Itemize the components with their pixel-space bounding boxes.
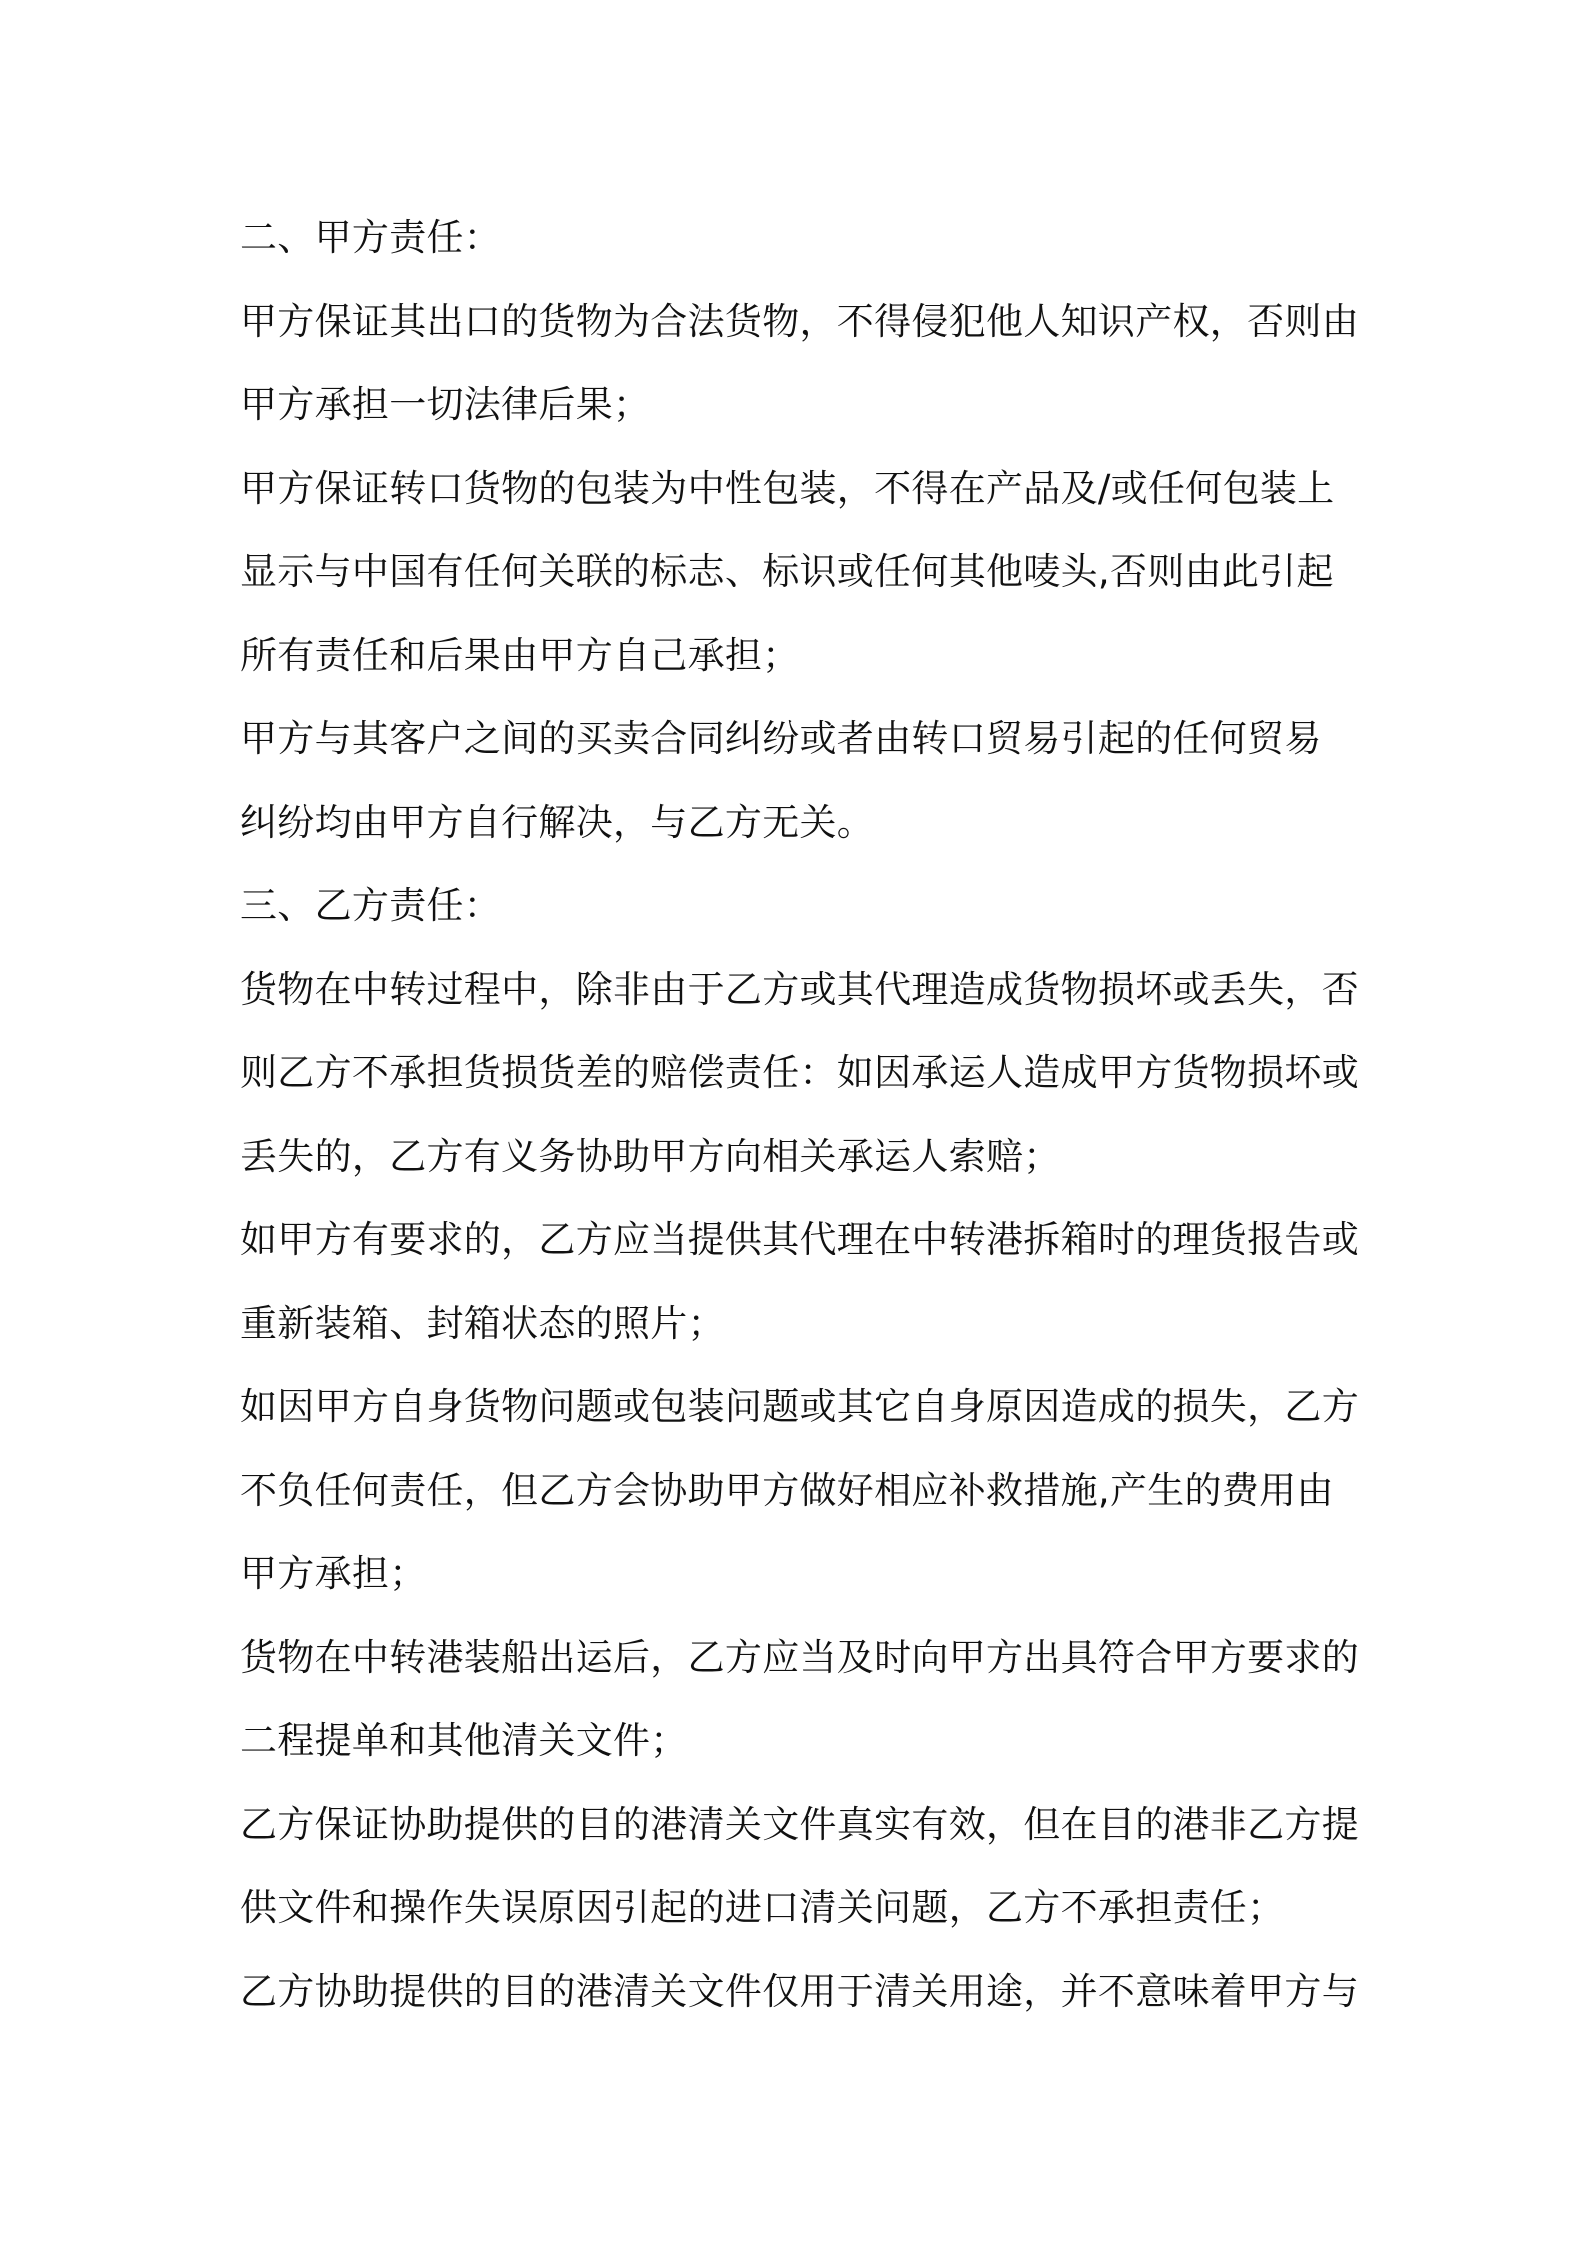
text-line: 纠纷均由甲方自行解决，与乙方无关。 [240, 800, 875, 844]
text-line: 货物在中转港装船出运后，乙方应当及时向甲方出具符合甲方要求的 [240, 1635, 1359, 1679]
text-line: 如因甲方自身货物问题或包装问题或其它自身原因造成的损失，乙方 [240, 1385, 1359, 1428]
text-line: 如甲方有要求的，乙方应当提供其代理在中转港拆箱时的理货报告或 [240, 1218, 1359, 1261]
section-heading-party-a: 二、甲方责任： [240, 216, 502, 259]
text-line: 所有责任和后果由甲方自己承担； [240, 633, 800, 677]
text-line: 丢失的，乙方有义务协助甲方向相关承运人索赔； [240, 1134, 1061, 1178]
text-line: 甲方承担一切法律后果； [240, 383, 651, 426]
text-line: 显示与中国有任何关联的标志、标识或任何其他唛头,否则由此引起 [240, 550, 1334, 593]
text-line: 甲方与其客户之间的买卖合同纠纷或者由转口贸易引起的任何贸易 [240, 717, 1322, 760]
text-line: 甲方保证其出口的货物为合法货物，不得侵犯他人知识产权，否则由 [240, 299, 1359, 343]
text-line: 二程提单和其他清关文件； [240, 1719, 688, 1762]
section-heading-party-b: 三、乙方责任： [240, 884, 502, 927]
text-line: 货物在中转过程中，除非由于乙方或其代理造成货物损坏或丢失，否 [240, 967, 1359, 1011]
text-line: 乙方协助提供的目的港清关文件仅用于清关用途，并不意味着甲方与 [240, 1969, 1359, 2013]
text-line: 供文件和操作失误原因引起的进口清关问题，乙方不承担责任； [240, 1886, 1285, 1929]
text-line: 不负任何责任，但乙方会协助甲方做好相应补救措施,产生的费用由 [240, 1468, 1334, 1512]
document-body [240, 196, 1360, 2033]
text-line: 则乙方不承担货损货差的赔偿责任：如因承运人造成甲方货物损坏或 [240, 1051, 1359, 1094]
text-line: 重新装箱、封箱状态的照片； [240, 1301, 725, 1345]
text-line: 甲方保证转口货物的包装为中性包装，不得在产品及/或任何包装上 [240, 466, 1335, 510]
text-line: 乙方保证协助提供的目的港清关文件真实有效，但在目的港非乙方提 [240, 1802, 1359, 1846]
text-line: 甲方承担； [240, 1552, 427, 1595]
